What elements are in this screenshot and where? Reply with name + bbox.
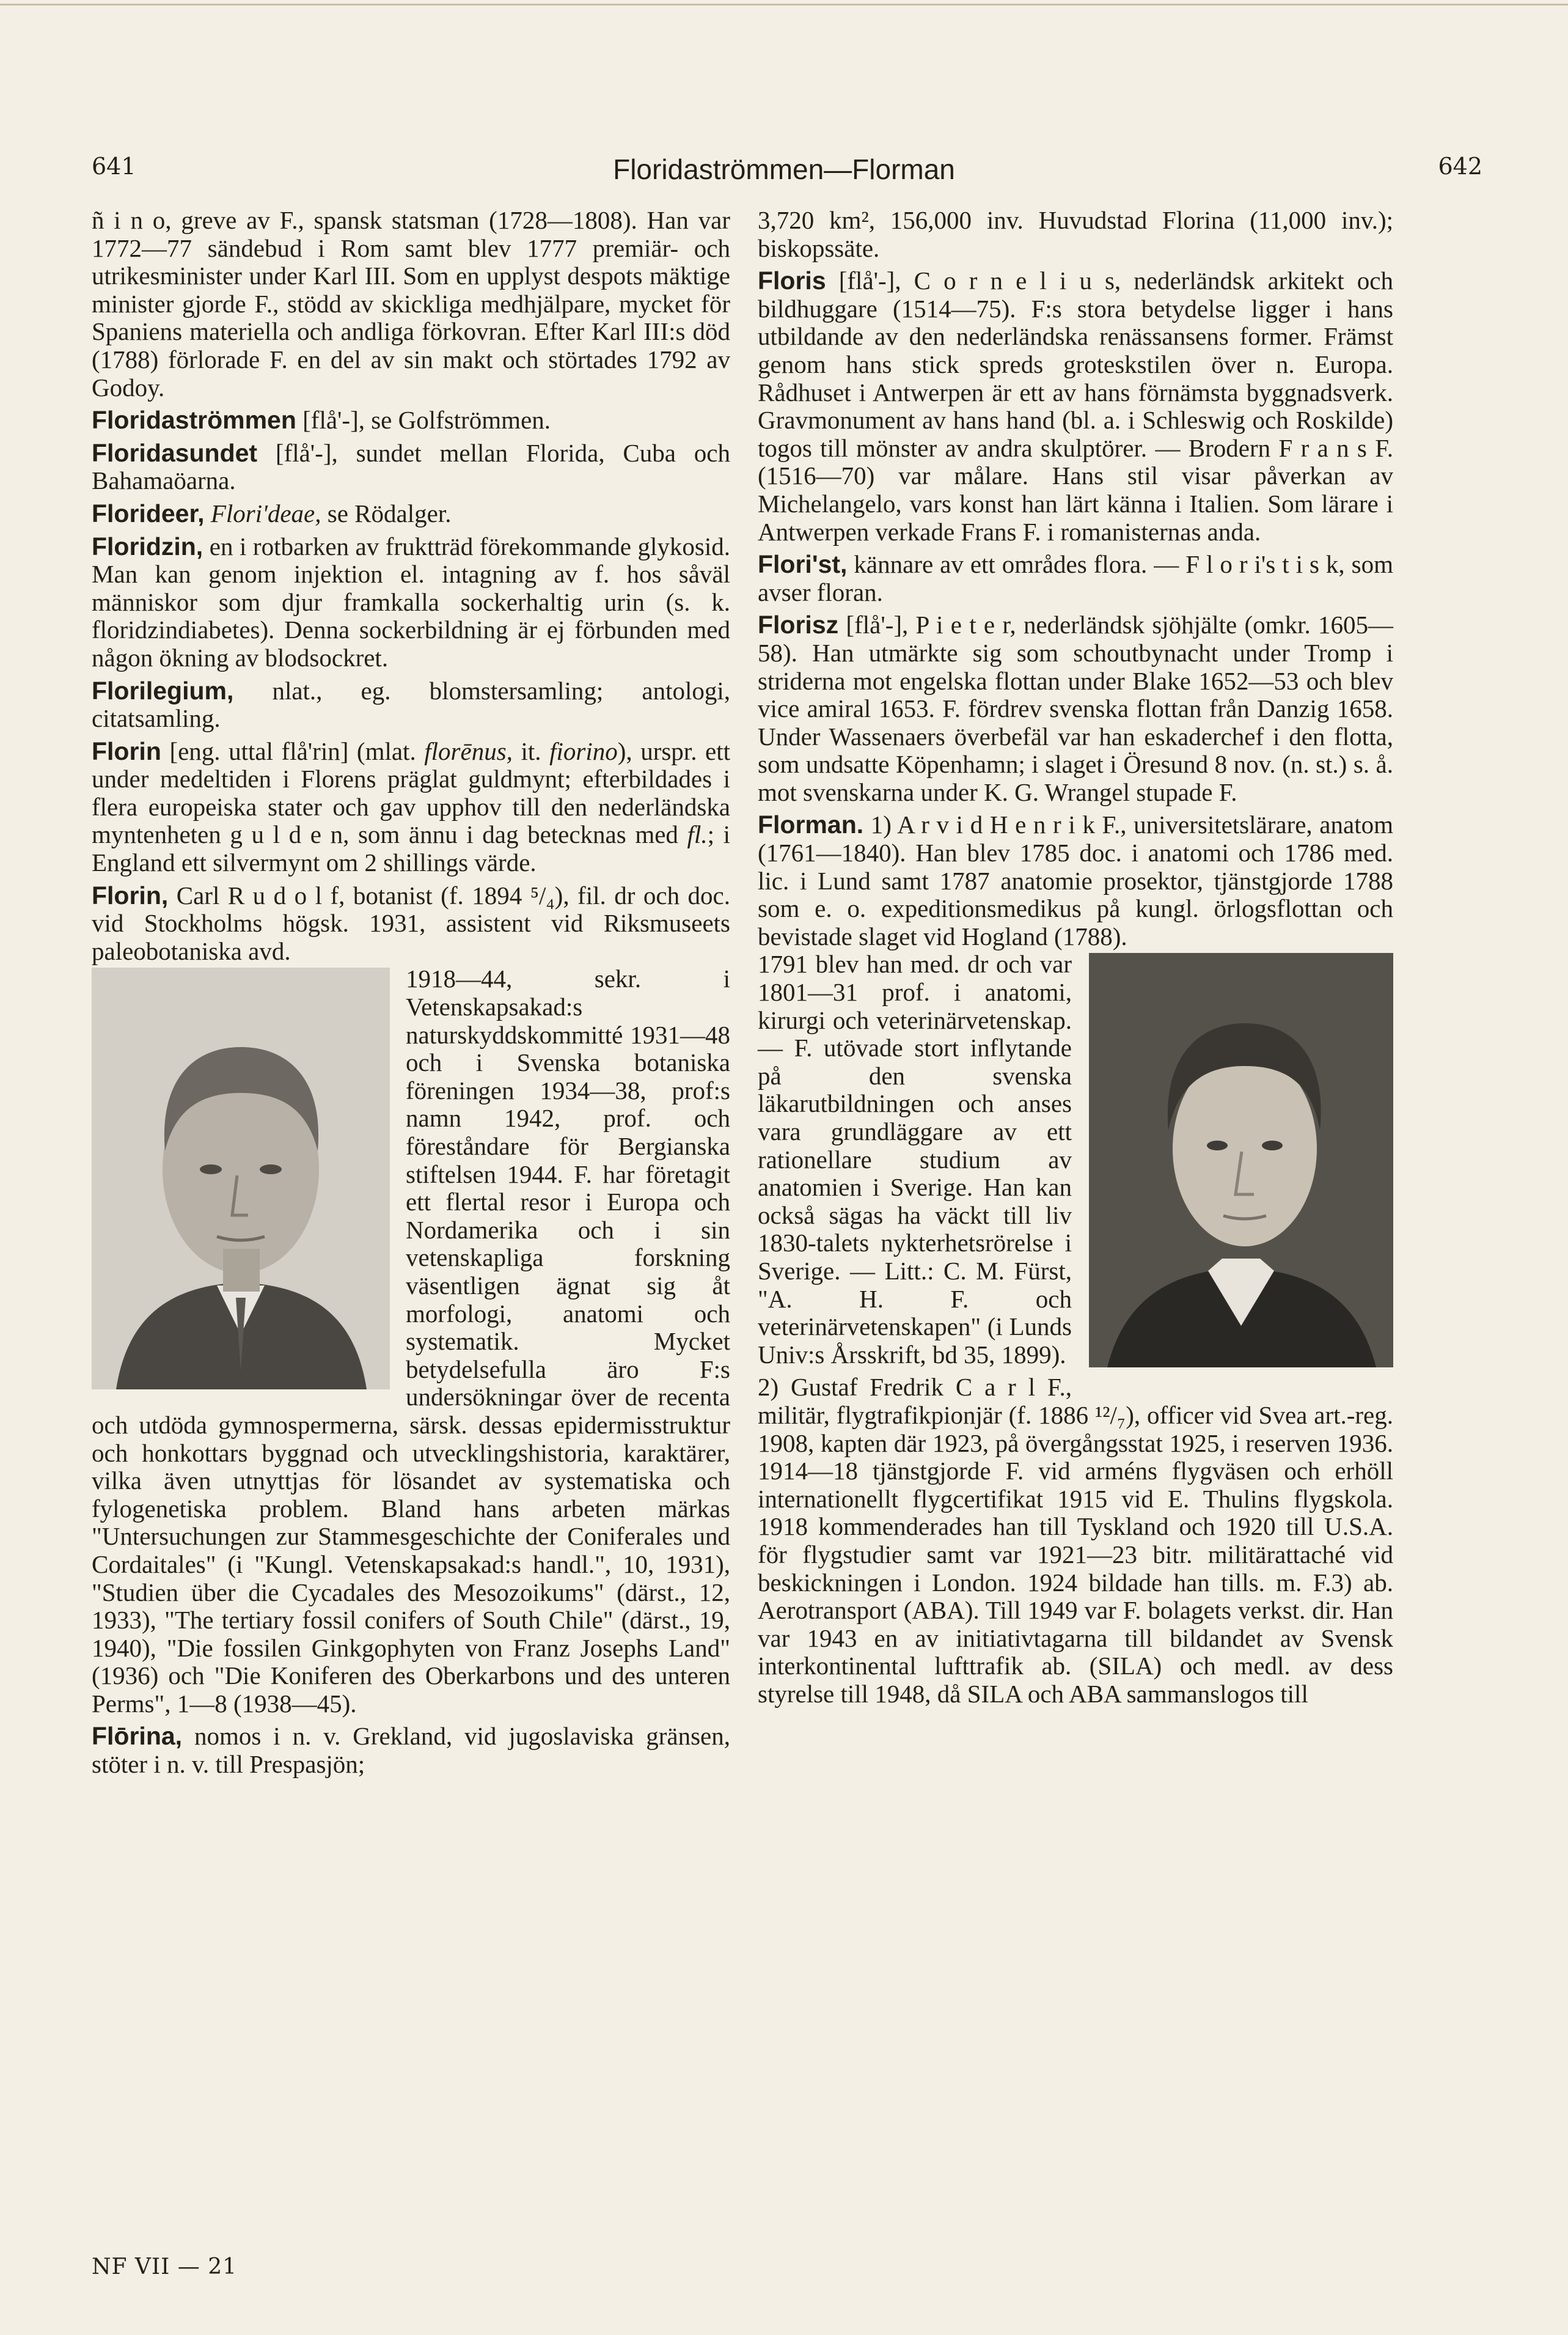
headword: Floridaströmmen bbox=[92, 406, 296, 435]
entry-text: it. bbox=[512, 737, 550, 765]
entry-florilegium bbox=[92, 677, 730, 733]
entry-text: 1791 blev han med. dr och var 1801—31 prof. i anatomi, kirurgi och veterinärvetenskap. — F. utövade stort inflytande på den svenska läkarutbildningen och anses vara grundläggare av ett rationellare studium av anatomien i Sverige. Han kan också sägas ha väckt till liv 1830-talets nykterhetsrörelse i Sverige. — Litt.: C. M. Fürst, "A. H. F. och veterinärvetenskapen" (i Lunds Univ:s Årsskrift, bd 35, 1899). bbox=[758, 950, 1072, 1369]
headword: Floridzin, bbox=[92, 532, 203, 561]
entry-text: [flå'-], C o r n e l i u s, nederländsk arkitekt och bildhuggare (1514—75). F:s stora betydelse ligger i hans utbildande av den nederländska renässansens former. Främst genom hans stick spreds groteskstilen över n. Europa. Rådhuset i Antwerpen är ett av hans förnämsta byggnadsverk. Gravmonument av hans hand (bl. a. i Schleswig och Roskilde) togos till mönster av andra skulptörer. — Brodern F r a n s F. (1516—70) var målare. Hans stil visar påverkan av Michelangelo, vars konst han lärt känna i Italien. Som lärare i Antwerpen verkade Frans F. i romanisternas anda. bbox=[758, 267, 1393, 546]
entry-text: kännare av ett områdes flora. — F l o r i's t i s k, som avser floran. bbox=[758, 550, 1393, 606]
entry-text: ), urspr. ett under medeltiden i Florens präglat guldmynt; efterbildades i flera europeiska stater och gav upphov till den nederländska myntenheten g u l d e n, som ännu i dag betecknas med bbox=[92, 737, 730, 849]
headword: Floridasundet bbox=[92, 438, 258, 467]
entry-florideer bbox=[92, 500, 730, 528]
headword: Florman. bbox=[758, 811, 864, 839]
entry-text: ; i England ett silvermynt om 2 shillings värde. bbox=[92, 820, 730, 877]
headword: Flōrina, bbox=[92, 1722, 183, 1751]
page-number-left: 641 bbox=[92, 153, 136, 180]
entry-text: nlat., eg. blomstersamling; antologi, citatsamling. bbox=[92, 676, 730, 733]
portrait-illustration bbox=[1089, 953, 1393, 1367]
entry-floridastrommen bbox=[92, 406, 730, 435]
entry-text: nomos i n. v. Grekland, vid jugoslaviska gränsen, stöter i n. v. till Prespasjön; bbox=[92, 1722, 730, 1779]
entry-italic: Flori'deae, bbox=[210, 499, 321, 528]
entry-text: [flå'-], se Golfströmmen. bbox=[296, 406, 551, 435]
portrait-engraving-florman bbox=[1089, 953, 1393, 1367]
entry-florisz bbox=[758, 611, 1393, 806]
page-top-rule bbox=[0, 4, 1568, 6]
entry-florin-coin bbox=[92, 738, 730, 877]
entry-text: [eng. uttal flå'rin] (mlat. bbox=[161, 737, 425, 765]
entry-florman-2: 2) Gustaf Fredrik C a r l F., militär, flygtrafikpionjär (f. 1886 ¹²/₇), officer vid Svea art.-reg. 1908, kapten där 1923, på övergångsstat 1925, i reserven 1936. 1914—18 tjänstgjorde F. vid arméns flygväsen och erhöll internationellt flygcertifikat 1915 vid E. Thulins flygskola. 1918 kommenderades han till Tyskland och 1920 till U.S.A. för flygstudier samt var 1921—23 bitr. militärattaché vid beskickningen i London. 1924 bildade han tills. m. F.3) ab. Aerotransport (ABA). Till 1949 var F. bolagets verkst. dir. Han var 1943 en av initiativtagarna till bildandet av Svensk interkontinental lufttrafik ab. (SILA) och medl. av dess styrelse till 1948, då SILA och ABA sammanslogos till bbox=[758, 1373, 1393, 1708]
headword: Florideer, bbox=[92, 499, 205, 528]
entry-text: Carl R u d o l f, botanist (f. 1894 ⁵/₄), fil. dr och doc. vid Stockholms högsk. 1931, assistent vid Riksmuseets paleobotaniska avd. bbox=[92, 881, 730, 965]
running-title: Floridaströmmen—Florman bbox=[613, 153, 955, 185]
headword: Floris bbox=[758, 267, 826, 295]
entry-florina bbox=[92, 1723, 730, 1778]
entry-florin-person-continued bbox=[92, 965, 730, 1718]
entry-text: 1918—44, sekr. i Vetenskapsakad:s naturskyddskommitté 1931—48 och i Svenska botaniska föreningen 1934—38, prof:s namn 1942, prof. och föreståndare för Bergianska stiftelsen 1944. F. har företagit ett flertal resor i Europa och Nordamerika och i sin vetenskapliga forskning väsentligen ägnat sig åt morfologi, anatomi och systematik. Mycket betydelsefulla äro F:s undersökningar över de recenta och utdöda gymnospermerna, särsk. dessas epidermisstruktur och honkottars byggnad och utvecklingshistoria, karaktärer, vilka även utnyttjas för lösandet av systematiska och fylogenetiska problem. Bland hans arbeten märkas "Untersuchungen zur Stammesgeschichte der Coniferales und Cordaitales" (i "Kungl. Vetenskapsakad:s handl.", 10, 1931), "Studien über die Cycadales des Mesozoikums" (därst., 12, 1933), "The tertiary fossil conifers of South Chile" (därst., 19, 1940), "Die fossilen Ginkgophyten von Franz Josephs Land" (1936) och "Die Koniferen des Oberkarbons und des unteren Perms", 1—8 (1938—45). bbox=[92, 965, 730, 1718]
entry-floridablanca-continued: ñ i n o, greve av F., spansk statsman (1728—1808). Han var 1772—77 sändebud i Rom samt blev 1777 premiär- och utrikesminister under Karl III. Som en upplyst despots mäktige minister gjorde F., stödd av skickliga medhjälpare, mycket för Spaniens materiella och andliga förkovran. Efter Karl III:s död (1788) förlorade F. en del av sin makt och störtades 1792 av Godoy. bbox=[92, 206, 730, 402]
entry-text: [flå'-], P i e t e r, nederländsk sjöhjälte (omkr. 1605—58). Han utmärkte sig som schoutbynacht under Tromp i striderna mot engelska flottan under Blake 1652—53 och blev vice amiral 1653. F. fördrev svenska flottan från Danzig 1658. Under Wassenaers överbefäl var han eskaderchef i den flotta, som undsatte Köpenhamn; i slaget i Öresund 8 nov. (n. st.) s. å. mot svenskarna under K. G. Wrangel stupade F. bbox=[758, 611, 1393, 806]
portrait-photo-florin bbox=[92, 968, 390, 1389]
entry-text: 1) A r v i d H e n r i k F., universitetslärare, anatom (1761—1840). Han blev 1785 doc. i anatomi och 1786 med. lic. i Lund samt 1787 anatomie prosektor, tjänstgjorde 1788 som e. o. expeditionsmedikus på kungl. örlogsflottan och bevistade slaget vid Hogland (1788). bbox=[758, 811, 1393, 951]
headword: Florin bbox=[92, 737, 161, 765]
entry-floris bbox=[758, 267, 1393, 546]
page-number-right: 642 bbox=[1438, 153, 1482, 180]
entry-floridzin bbox=[92, 533, 730, 672]
entry-florman bbox=[758, 811, 1393, 951]
headword: Florilegium, bbox=[92, 676, 234, 705]
entry-florina-continued: 3,720 km², 156,000 inv. Huvudstad Florina (11,000 inv.); biskopssäte. bbox=[758, 206, 1393, 262]
entry-italic: florēnus, bbox=[424, 737, 513, 765]
signature-mark: NF VII — 21 bbox=[92, 2254, 238, 2279]
entry-florman-continued bbox=[758, 951, 1393, 1369]
entry-floridasundet bbox=[92, 439, 730, 495]
left-column bbox=[92, 207, 730, 1779]
headword: Florisz bbox=[758, 611, 839, 639]
portrait-illustration bbox=[92, 968, 390, 1389]
entry-florist bbox=[758, 551, 1393, 606]
entry-text: [flå'-], sundet mellan Florida, Cuba och Bahamaöarna. bbox=[92, 438, 730, 495]
headword: Flori'st, bbox=[758, 550, 848, 579]
entry-florin-person bbox=[92, 882, 730, 966]
entry-text: se Rödalger. bbox=[321, 499, 452, 528]
headword: Florin, bbox=[92, 881, 169, 910]
entry-text: en i rotbarken av fruktträd förekommande glykosid. Man kan genom injektion el. intagning av f. hos såväl människor som djur framkalla sockerhaltig urin (s. k. floridzindiabetes). Denna sockerbildning är ej förbunden med någon ökning av blodsockret. bbox=[92, 532, 730, 672]
entry-italic: fl. bbox=[687, 820, 708, 849]
entry-italic: fiorino bbox=[549, 737, 618, 765]
right-column bbox=[758, 207, 1393, 1708]
